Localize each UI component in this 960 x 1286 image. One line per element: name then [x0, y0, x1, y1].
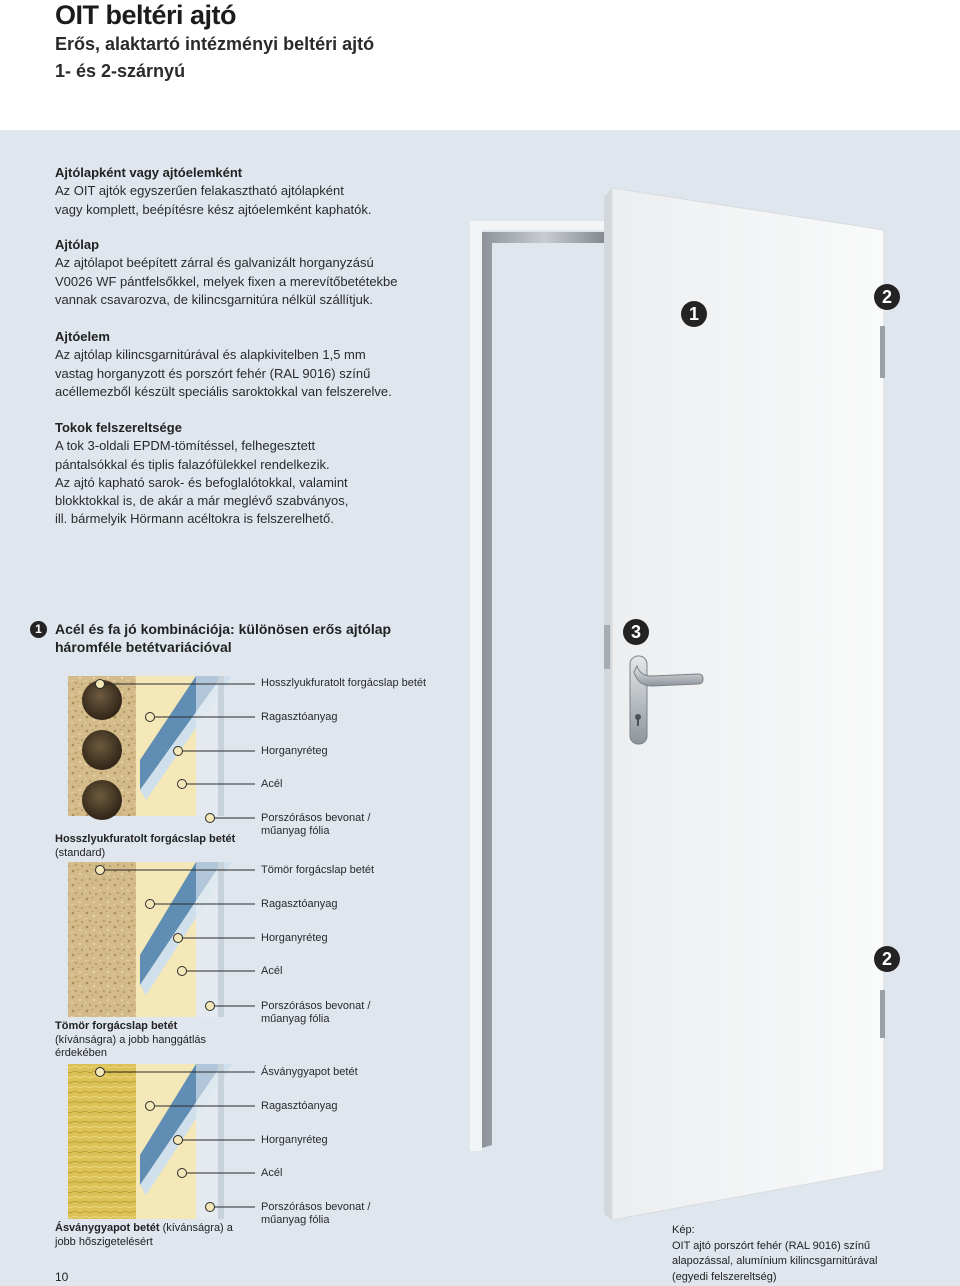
section-title-line: háromféle betétvariációval	[55, 639, 232, 655]
layer-label-core: Hosszlyukfuratolt forgácslap betét	[261, 677, 427, 689]
caption-rest: (standard)	[55, 846, 106, 859]
paragraph-line: Az ajtólap kilincsgarnitúrával és alapkivitelben 1,5 mm	[55, 347, 366, 363]
cross-section-mineral-wool	[68, 1064, 232, 1219]
page-number: 10	[55, 1270, 69, 1284]
paragraph-line: ill. bármelyik Hörmann acéltokra is felszerelhető.	[55, 511, 334, 527]
photo-caption-line: (egyedi felszereltség)	[672, 1270, 777, 1283]
paragraph-line: Az ajtó kapható sarok- és befoglalótokkal, valamint	[55, 474, 348, 490]
section-title-line: Acél és fa jó kombinációja: különösen erős ajtólap	[55, 621, 392, 637]
door-badge-2: 2	[874, 284, 900, 310]
caption-rest: (kívánságra) a jobb hanggátlás érdekében	[55, 1033, 207, 1059]
paragraph-heading: Ajtólap	[55, 237, 100, 252]
page-subtitle-variant: 1- és 2-szárnyú	[55, 61, 186, 81]
layer-label-coating: Porszórásos bevonat / műanyag fólia	[261, 1201, 371, 1226]
layer-label-zinc: Horganyréteg	[261, 1134, 328, 1146]
layer-label-glue: Ragasztóanyag	[261, 1100, 338, 1112]
photo-caption-label: Kép:	[672, 1224, 695, 1236]
paragraph-heading: Ajtólapként vagy ajtóelemként	[55, 165, 243, 180]
variant-caption-3	[55, 1222, 250, 1249]
cross-section-perforated-chipboard	[68, 676, 232, 820]
layer-label-zinc: Horganyréteg	[261, 932, 328, 944]
layer-label-core: Ásványgyapot betét	[261, 1066, 358, 1078]
caption-bold: Ásványgyapot betét	[55, 1222, 160, 1234]
photo-caption	[672, 1223, 932, 1285]
variant-caption-2	[55, 1020, 235, 1061]
layer-label-steel: Acél	[261, 1167, 283, 1179]
paragraph-line: pántalsókkal és tiplis falazófülekkel rendelkezik.	[55, 456, 330, 472]
caption-bold: Tömör forgácslap betét	[55, 1020, 178, 1032]
paragraph-heading: Tokok felszereltsége	[55, 420, 182, 435]
layer-label-glue: Ragasztóanyag	[261, 711, 338, 723]
caption-bold: Hosszlyukfuratolt forgácslap betét	[55, 833, 236, 845]
layer-label-steel: Acél	[261, 965, 283, 977]
paragraph-line: A tok 3-oldali EPDM-tömítéssel, felhegesztett	[55, 438, 316, 454]
paragraph-line: blokktokkal is, de akár a már meglévő szabványos,	[55, 493, 349, 509]
paragraph-line: Az OIT ajtók egyszerűen felakasztható ajtólapként	[55, 183, 344, 199]
layer-label-zinc: Horganyréteg	[261, 745, 328, 757]
caption-rest: (kívánságra) a jobb hőszigetelésért	[55, 1222, 233, 1248]
cross-section-solid-chipboard	[68, 862, 232, 1017]
paragraph-line: acéllemezből készült speciális saroktokkal van felszerelve.	[55, 383, 392, 399]
door-badge-1: 1	[681, 301, 707, 327]
paragraph-line: vastag horganyzott és porszórt fehér (RAL 9016) színű	[55, 365, 371, 381]
layer-label-glue: Ragasztóanyag	[261, 898, 338, 910]
layer-label-steel: Acél	[261, 778, 283, 790]
door-badge-2-bottom: 2	[874, 946, 900, 972]
layer-label-coating: Porszórásos bevonat / műanyag fólia	[261, 1000, 371, 1025]
paragraph-line: vannak csavarozva, de kilincsgarnitúra nélkül szállítjuk.	[55, 291, 373, 307]
layer-label-coating: Porszórásos bevonat / műanyag fólia	[261, 812, 371, 837]
page-title: OIT beltéri ajtó	[55, 0, 237, 30]
paragraph-line: V0026 WF pántfelsőkkel, melyek fixen a merevítőbetétekbe	[55, 273, 398, 289]
page-subtitle: Erős, alaktartó intézményi beltéri ajtó	[55, 34, 375, 54]
section-badge: 1	[30, 621, 47, 638]
paragraph-line: Az ajtólapot beépített zárral és galvanizált horganyzású	[55, 255, 374, 271]
paragraph-heading: Ajtóelem	[55, 329, 110, 344]
door-badge-3: 3	[623, 619, 649, 645]
photo-caption-line: OIT ajtó porszórt fehér (RAL 9016) színű	[672, 1239, 871, 1252]
paragraph-line: vagy komplett, beépítésre kész ajtóelemként kaphatók.	[55, 201, 372, 217]
layer-label-core: Tömör forgácslap betét	[261, 864, 375, 876]
variant-caption-1	[55, 833, 255, 860]
photo-caption-line: alapozással, alumínium kilincsgarnitúrával	[672, 1255, 878, 1267]
